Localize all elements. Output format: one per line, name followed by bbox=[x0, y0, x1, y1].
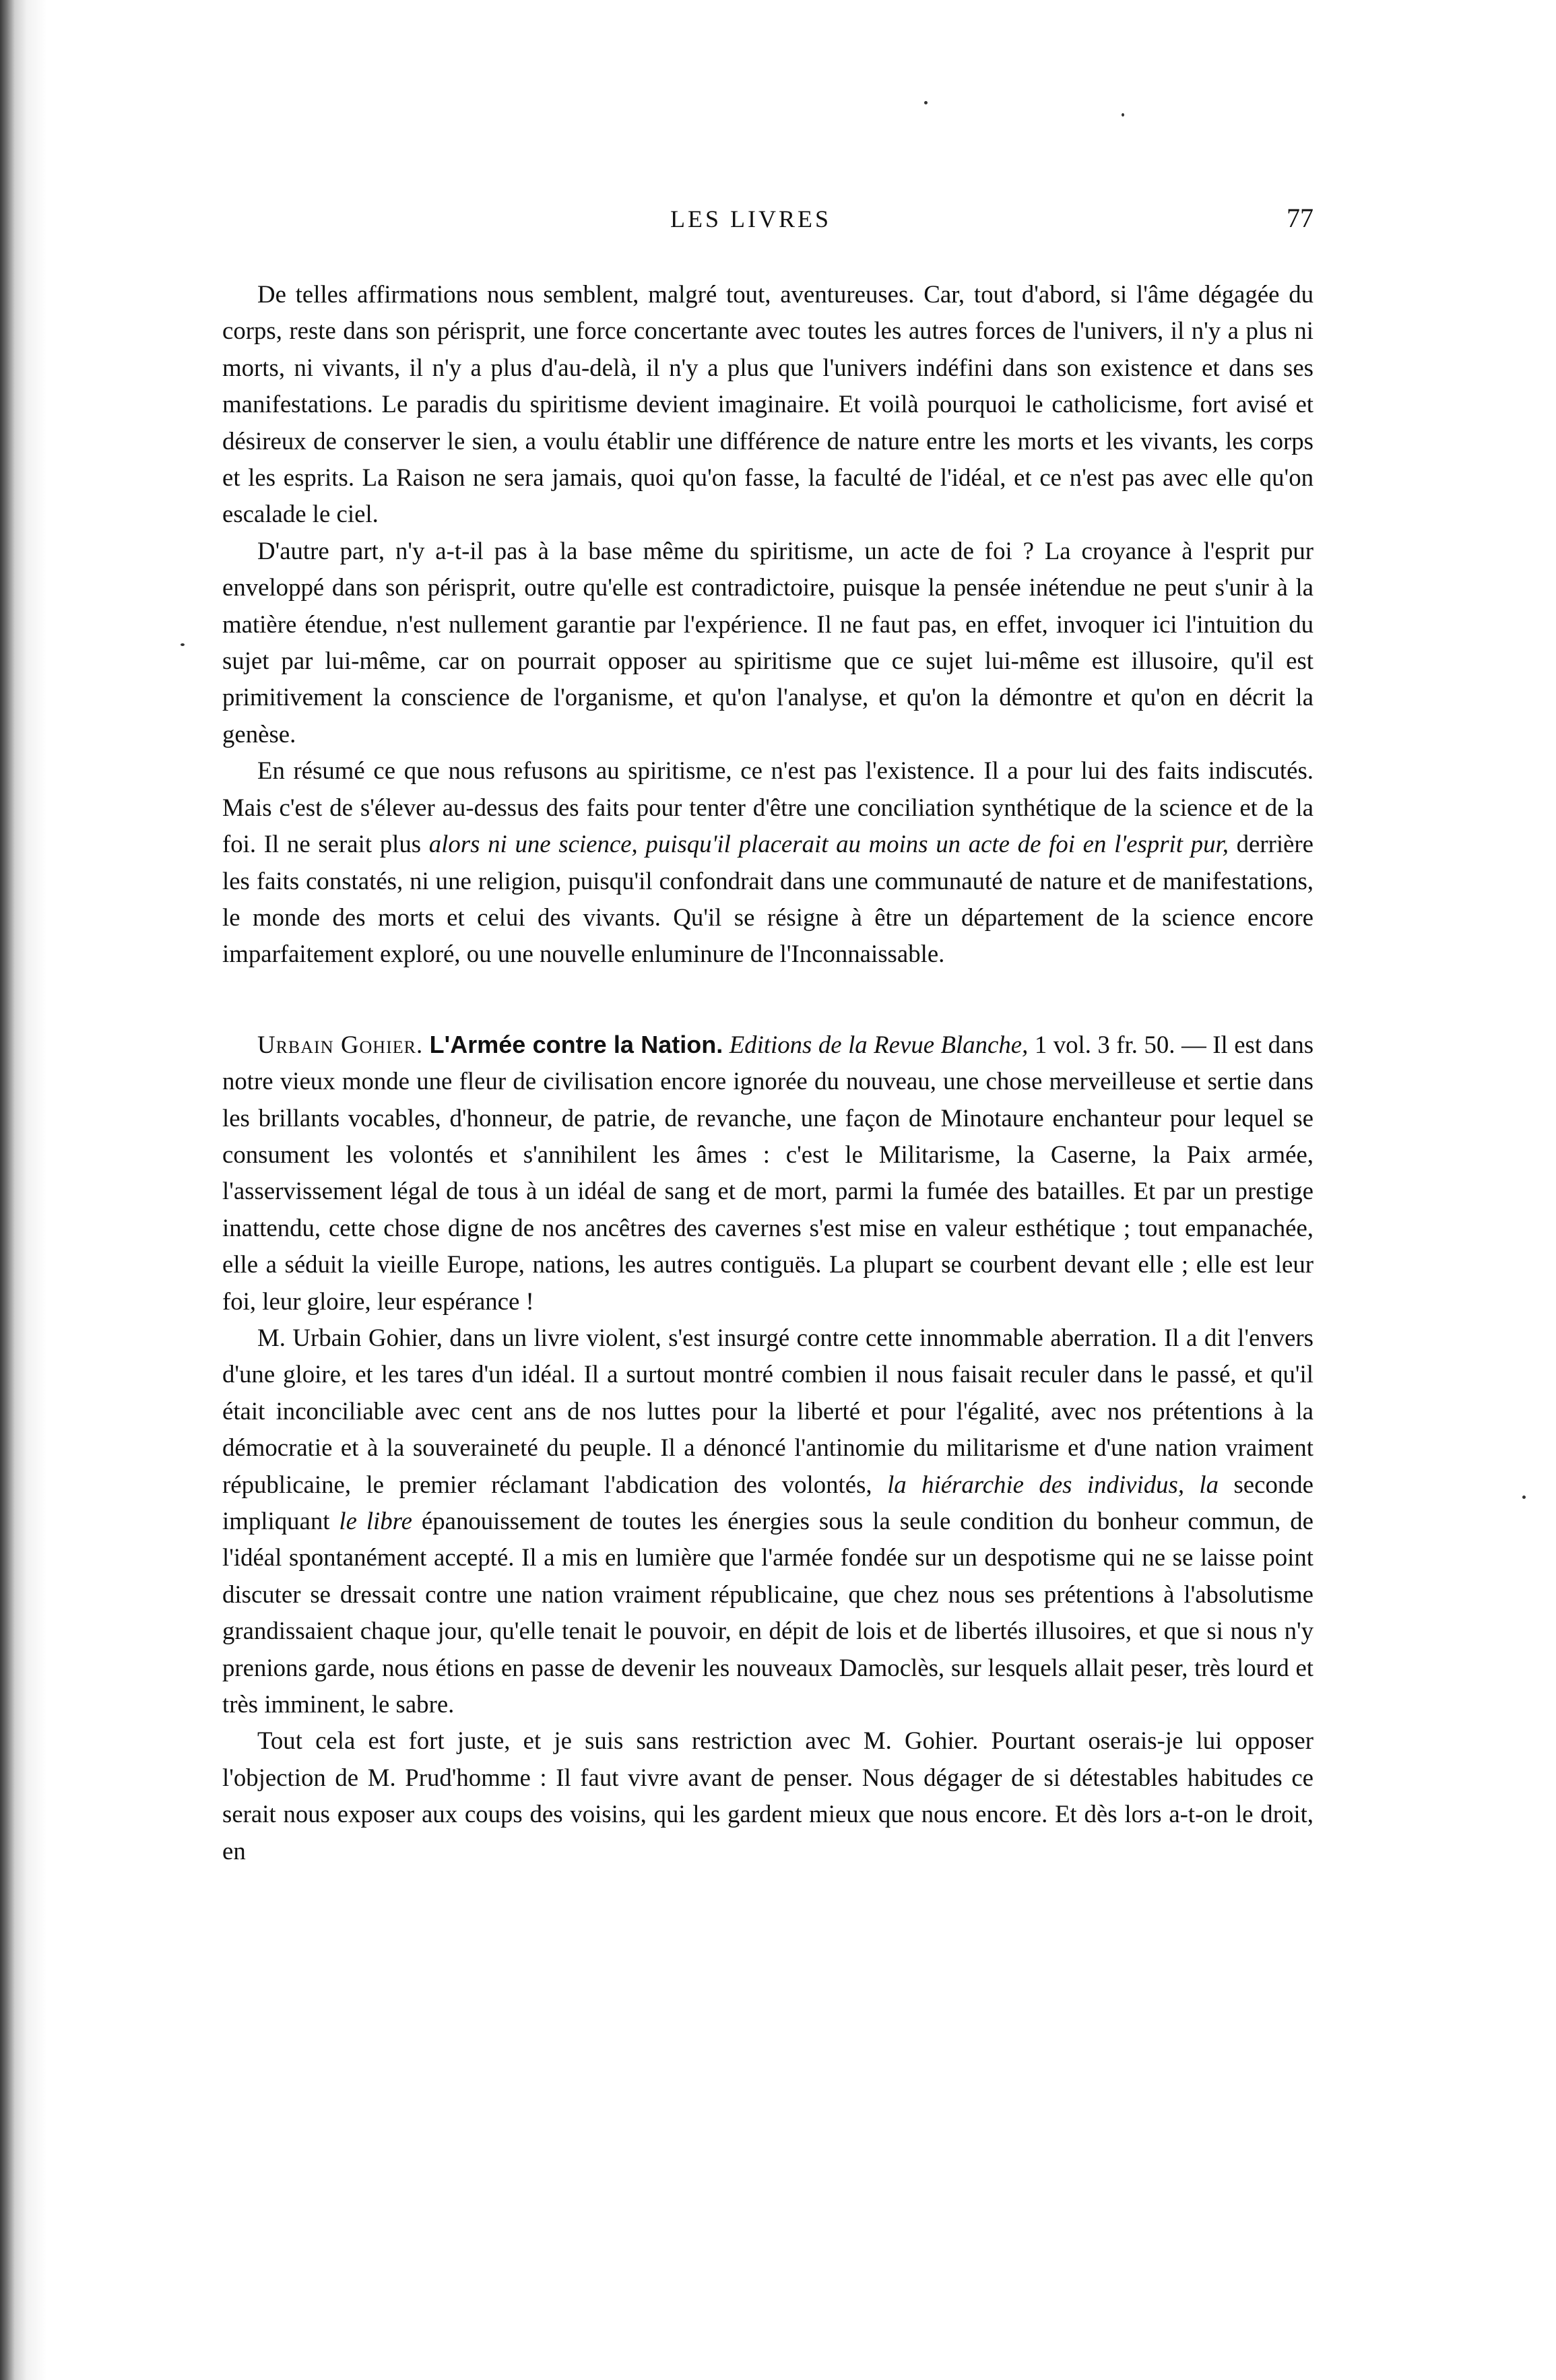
page-body bbox=[222, 276, 1314, 1869]
page-header bbox=[222, 202, 1314, 263]
paragraph-2: D'autre part, n'y a-t-il pas à la base même du spiritisme, un acte de foi ? La croyance à l'esprit pur enveloppé dans son périsprit, outre qu'elle est contradictoire, puisque la pensée inétendue ne peut s'unir à la matière étendue, n'est nullement garantie par l'expérience. Il ne faut pas, en effet, invoquer ici l'intuition du sujet par lui-même, car on pourrait opposer au spiritisme que ce sujet lui-même est illusoire, qu'il est primitivement la conscience de l'organisme, et qu'on l'analyse, et qu'on la démontre et qu'on en décrit la genèse. bbox=[222, 536, 1314, 748]
scan-binding-edge bbox=[0, 0, 47, 2380]
paragraph-3-text-b: derrière les faits constatés, ni une religion, puisqu'il confondrait dans une communauté de nature et de manifestations, le monde des morts et celui des vivants. Qu'il se résigne à être un département de la science encore imparfaitement exploré, ou une nouvelle enluminure de l'Inconnaissable. bbox=[222, 830, 1314, 968]
paragraph-3-italic: alors ni une science, puisqu'il placerait au moins un acte de foi en l'esprit pur, bbox=[428, 830, 1229, 858]
scan-speck bbox=[1122, 113, 1124, 117]
paragraph-6: Tout cela est fort juste, et je suis sans restriction avec M. Gohier. Pourtant oserais-je lui opposer l'objection de M. Prud'homme : Il faut vivre avant de penser. Nous dégager de si détestables habitudes ce serait nous exposer aux coups des voisins, qui les gardent mieux que nous encore. Et dès lors a-t-on le droit, en bbox=[222, 1727, 1314, 1865]
review-publisher: Editions de la Revue Blanche, bbox=[729, 1030, 1029, 1058]
paragraph-1: De telles affirmations nous semblent, malgré tout, aventureuses. Car, tout d'abord, si l'âme dégagée du corps, reste dans son périsprit, une force concertante avec toutes les autres forces de l'univers, il n'y a plus ni morts, ni vivants, il n'y a plus d'au-delà, il n'y a plus que l'univers indéfini dans son existence et dans ses manifestations. Le paradis du spiritisme devient imaginaire. Et voilà pourquoi le catholicisme, fort avisé et désireux de conserver le sien, a voulu établir une différence de nature entre les morts et les vivants, les corps et les esprits. La Raison ne sera jamais, quoi qu'on fasse, la faculté de l'idéal, et ce n'est pas avec elle qu'on escalade le ciel. bbox=[222, 280, 1314, 528]
scan-speck bbox=[1522, 1495, 1526, 1499]
paragraph-5 bbox=[222, 1320, 1314, 1723]
book-page bbox=[222, 202, 1314, 1869]
paragraph-5-italic-1: la hiérarchie des individus, la bbox=[887, 1470, 1219, 1498]
review-price: 1 vol. 3 fr. 50. bbox=[1034, 1030, 1175, 1058]
scan-speck bbox=[181, 643, 185, 646]
paragraph-3 bbox=[222, 752, 1314, 972]
paragraph-3-text-a: En résumé ce que nous refusons au spiritisme, ce n'est pas l'existence. Il a pour lui des faits indiscutés. Mais c'est de s'élever au-dessus des faits pour tenter d'être une conciliation synthétique de la science et de la foi. Il ne serait plus bbox=[222, 757, 1314, 858]
page-number: 77 bbox=[1287, 203, 1314, 233]
paragraph-5-tail: épanouissement de toutes les énergies sous la seule condition du bonheur commun, de l'idéal spontanément accepté. Il a mis en lumière que l'armée fondée sur un despotisme qui ne se laisse point discuter se dressait contre une nation vraiment républicaine, que chez nous ses prétentions à l'absolutisme grandissaient chaque jour, qu'elle tenait le pouvoir, en dépit de lois et de libertés illusoires, et que si nous n'y prenions garde, nous étions en passe de devenir les nouveaux Damoclès, sur lesquels allait peser, très lourd et très imminent, le sabre. bbox=[222, 1507, 1314, 1718]
paragraph-5-mid: seconde impliquant bbox=[222, 1470, 1314, 1535]
review-book-title: L'Armée contre la Nation. bbox=[429, 1030, 723, 1058]
review-author: Urbain Gohier. bbox=[257, 1030, 424, 1058]
review-entry bbox=[222, 1027, 1314, 1320]
paragraph-5-italic-2: le libre bbox=[339, 1507, 412, 1535]
paragraph-5-lead: M. Urbain Gohier, dans un livre violent, s'est insurgé contre cette innommable aberration. Il a dit l'envers d'une gloire, et les tares d'un idéal. Il a surtout montré combien il nous faisait reculer dans le passé, et qu'il était inconciliable avec cent ans de nos luttes pour la liberté et pour l'égalité, avec nos prétentions à la démocratie et à la souveraineté du peuple. Il a dénoncé l'antinomie du militarisme et d'une nation vraiment républicaine, le premier réclamant l'abdication des volontés, bbox=[222, 1323, 1314, 1498]
review-body: — Il est dans notre vieux monde une fleur de civilisation encore ignorée du nouveau, une chose merveilleuse et sertie dans les brillants vocables, d'honneur, de patrie, de revanche, une façon de Minotaure enchanteur pour lequel se consument les volontés et s'annihilent les âmes : c'est le Militarisme, la Caserne, la Paix armée, l'asservissement légal de tous à un idéal de sang et de mort, parmi la fumée des batailles. Et par un prestige inattendu, cette chose digne de nos ancêtres des cavernes s'est mise en valeur esthétique ; tout empanachée, elle a séduit la vieille Europe, nations, les autres contiguës. La plupart se courbent devant elle ; elle est leur foi, leur gloire, leur espérance ! bbox=[222, 1030, 1314, 1315]
running-title: LES LIVRES bbox=[670, 205, 832, 232]
scan-speck bbox=[924, 101, 928, 104]
